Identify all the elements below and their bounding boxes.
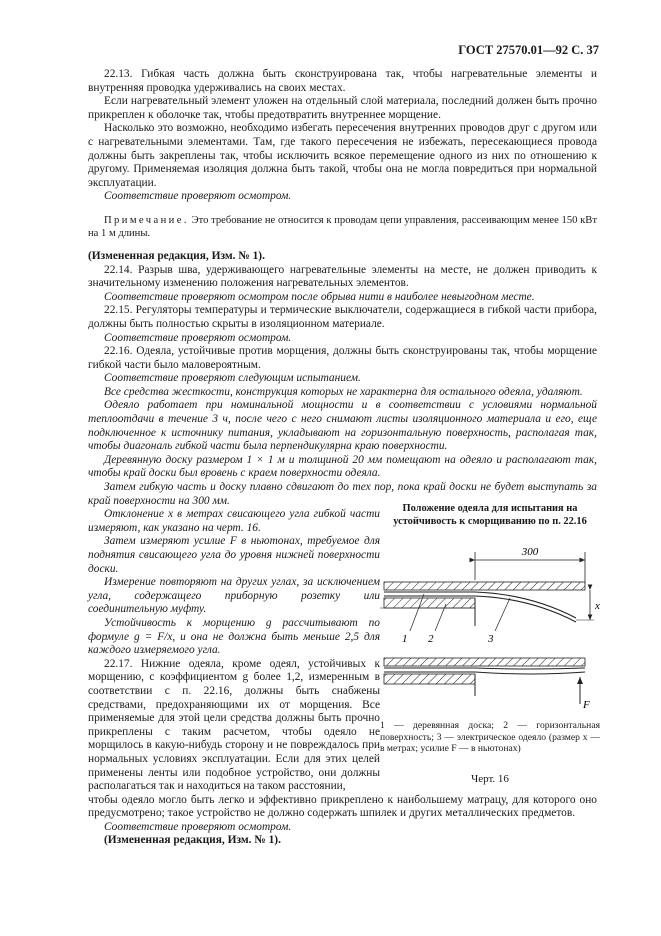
label-2: 2 <box>428 633 434 645</box>
test-step: Отклонение x в метрах свисающего угла гибкой части измеряют, как указано на черт. 16. <box>88 508 380 534</box>
compliance-check: Соответствие проверяют осмотром. <box>104 820 292 833</box>
dimension-label: 300 <box>521 546 539 558</box>
compliance-check: Соответствие проверяют осмотром после обрыва нити в наиболее невыгодном месте. <box>104 290 535 303</box>
compliance-check: Соответствие проверяют следующим испытанием. <box>104 372 361 385</box>
horizontal-surface <box>384 598 475 608</box>
deflection-label: x <box>595 600 600 612</box>
dimension-300 <box>475 546 585 584</box>
figure-16 <box>380 503 600 785</box>
paragraph-22-17-continued: чтобы одеяло могло быть легко и эффективно прикреплено к наибольшему матрацу, для которого оно предусмотрено; такое устройство не должно содержать шпилек и других металлических предметов. <box>88 793 597 820</box>
horizontal-surface-bottom <box>384 674 475 684</box>
blanket-lifted <box>384 668 585 669</box>
deflection-dimension <box>576 590 600 620</box>
page-header: ГОСТ 27570.01—92 С. 37 <box>458 43 599 57</box>
revision-note: (Измененная редакция, Изм. № 1). <box>88 249 265 262</box>
note <box>88 214 597 240</box>
note-text: Это требование не относится к проводам цепи управления, рассеивающим менее 150 кВт на 1 м длины. <box>88 214 597 239</box>
paragraph-22-13: 22.13. Гибкая часть должна быть сконструирована так, чтобы нагревательные элементы и внутренняя проводка удерживались на своих местах. <box>88 68 597 94</box>
test-step: Затем гибкую часть и доску плавно сдвигают до тех пор, пока край доски не будет выступать за край поверхности на 300 мм. <box>88 481 597 507</box>
paragraph-22-16: 22.16. Одеяла, устойчивые против морщения, должны быть сконструированы так, чтобы морщение гибкой части было маловероятным. <box>88 345 597 371</box>
blanket-test-diagram <box>380 536 600 716</box>
force-label: F <box>583 699 590 711</box>
test-step: Измерение повторяют на других углах, за исключением угла, содержащего приборную розетку или соединительную муфту. <box>88 576 380 616</box>
paragraph: Насколько это возможно, необходимо избегать пересечения внутренних проводов друг с другом или с нагревательными элементами. Там, где такого пересечения не избежать, пересекающиеся провода должны быть закреплены так, чтобы исключить всякое перемещение одного из них по отношению к другому. Применяемая изоляция должна быть такой, чтобы она не могла повредиться при нормальной эксплуатации. <box>88 122 597 189</box>
paragraph-22-14: 22.14. Разрыв шва, удерживающего нагревательные элементы на месте, не должен приводить к значительному изменению положения нагревательных элементов. <box>88 263 597 290</box>
test-step: Деревянную доску размером 1 × 1 м и толщиной 20 мм помещают на одеяло и располагают так, чтобы край доски был вровень с краем поверхности одеяла. <box>88 453 597 480</box>
test-step: Все средства жесткости, конструкция которых не характерна для остального одеяла, удаляют. <box>104 385 583 398</box>
paragraph: Если нагревательный элемент уложен на отдельный слой материала, последний должен быть прочно прикреплен к оболочке так, чтобы предотвратить внутреннее морщение. <box>88 95 597 121</box>
paragraph-22-17: 22.17. Нижние одеяла, кроме одеял, устойчивых к морщению, с коэффициентом g более 1,2, измеренным в соответствии с п. 22.16, должны быть снабжены средствами, предохраняющими их от морщения. Все применяемые для этой цели средства должны быть прочно прикреплены с таким расчетом, чтобы одеяло не морщилось в какую-нибудь сторону и не повреждалось при нормальных условиях эксплуатации. Если для этих целей применены ленты или подобное устройство, они должны располагаться так и находиться на таком расстоянии, <box>88 657 380 793</box>
figure-legend: 1 — деревянная доска; 2 — горизонтальная поверхность; 3 — электрическое одеяло (размер x — в метрах; усилие F — в ньютонах) <box>380 720 600 754</box>
note-label: Примечание. <box>104 214 189 226</box>
wooden-board-lifted <box>384 658 585 666</box>
label-3: 3 <box>488 633 494 645</box>
compliance-check: Соответствие проверяют осмотром. <box>104 331 292 344</box>
wooden-board <box>384 582 585 590</box>
paragraph-22-15: 22.15. Регуляторы температуры и термические выключатели, содержащиеся в гибкой части прибора, должны быть полностью скрыты в изоляционном материале. <box>88 304 597 330</box>
test-step: Устойчивость к морщению g рассчитывают по формуле g = F/x, и она не должна быть меньше 2,5 для каждого измеряемого угла. <box>88 616 380 657</box>
test-step: Затем измеряют усилие F в ньютонах, требуемое для поднятия свисающего угла до уровня нижней поверхности доски. <box>88 535 380 575</box>
figure-caption: Черт. 16 <box>471 772 509 785</box>
test-step: Одеяло работает при номинальной мощности и в соответствии с условиями нормальной теплоотдачи в течение 3 ч, после чего с него снимают листы изоляционного материала и его, еще подключенное к источнику питания, укладывают на горизонтальную поверхность, располагая так, чтобы диагональ гибкой части была перпендикулярна краю поверхности. <box>88 399 597 453</box>
figure-title: Положение одеяла для испытания на устойчивость к сморщиванию по п. 22.16 <box>393 503 587 527</box>
compliance-check: Соответствие проверяют осмотром. <box>104 190 292 203</box>
label-1: 1 <box>402 633 408 645</box>
revision-note: (Измененная редакция, Изм. № 1). <box>104 834 281 847</box>
